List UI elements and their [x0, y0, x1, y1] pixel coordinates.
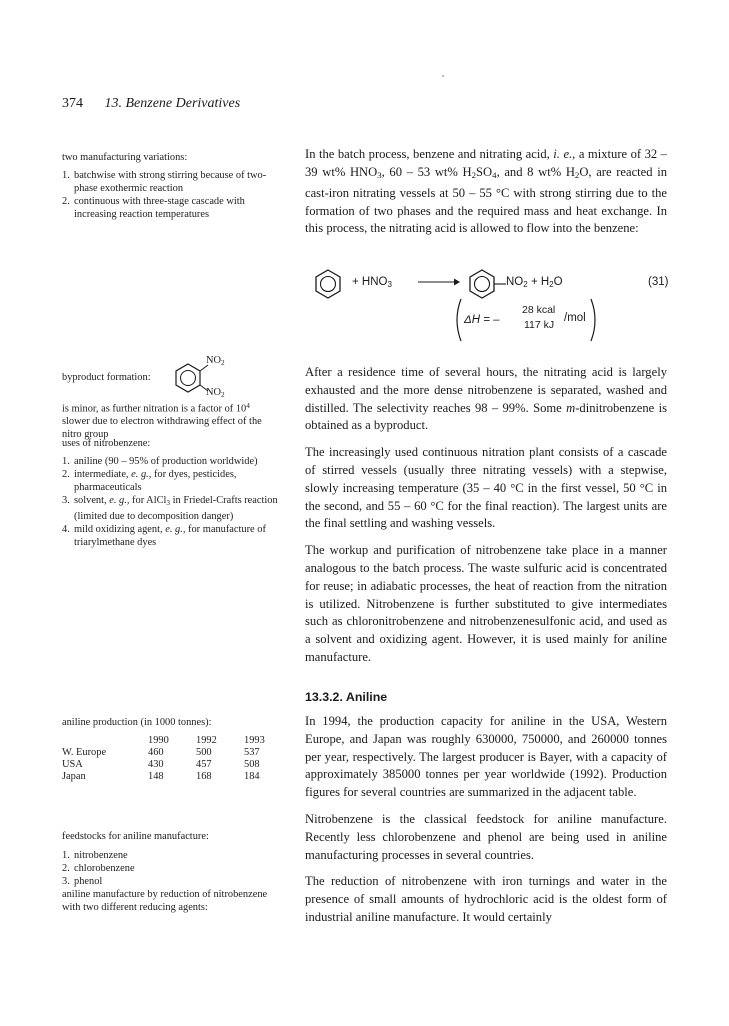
scan-speck [442, 75, 444, 77]
feedstocks-list [62, 849, 280, 888]
paragraph-workup: The workup and purification of nitrobenzene take place in a manner analogous to the batch process. The waste sulfuric acid is concentrated for reuse; in adiabatic processes, the heat of reaction from the nitration is utilized. Nitrobenzene is further substituted to give intermediates such as chloronitrobenzene and nitrobenzenesulfonic acid, and used as a solvent and oxidizing agent. However, it is used mainly for aniline manufacture. [305, 543, 667, 664]
running-header [62, 96, 240, 112]
paragraph-capacity: In 1994, the production capacity for aniline in the USA, Western Europe, and Japan was roughly 630000, 750000, and 260000 tonnes per year, respectively. The largest producer is Bayer, with a capacity of approximately 385000 tonnes per year worldwide (1992). Production figures for several countries are summarized in the adjacent table. [305, 714, 667, 800]
table-row: USA 430 457 508 [62, 759, 260, 770]
list-item: 4. mild oxidizing agent, e. g., for manufacture of triarylmethane dyes [62, 523, 266, 548]
paragraph-reduction: The reduction of nitrobenzene with iron turnings and water in the presence of small amounts of hydrochloric acid is the oldest form of industrial aniline manufacture. It would certainly [305, 874, 667, 924]
paragraph-continuous: The increasingly used continuous nitration plant consists of a cascade of stirred vessels (usually three nitrating vessels) with a stepwise, slowly increasing temperature (35 – 40 °C in the first vessel, 50 °C in the second, and 55 – 60 °C for the final reaction). The largest units are the final settling and washing vessels. [305, 445, 667, 531]
side-note-uses [62, 437, 280, 549]
enthalpy-kcal: 28 kcal [522, 304, 556, 316]
section-number: 13.3.2. [305, 690, 343, 704]
page-number: 374 [62, 96, 83, 111]
product-formula: $NO_2 + H_2O$ [506, 276, 563, 289]
list-item: 2. continuous with three-stage cascade with increasing reaction temperatures [62, 196, 245, 220]
table-header-row: 1990 1992 1993 [148, 735, 265, 746]
side-note-production [62, 716, 282, 783]
nitrobenzene-ring-icon [466, 268, 506, 300]
production-table [62, 735, 265, 783]
reagent-hno3: + $HNO_3$ [352, 276, 392, 289]
table-row: Japan 148 168 184 [62, 771, 260, 782]
enthalpy-unit: /mol [564, 312, 586, 324]
main-aniline-text [305, 713, 667, 927]
feedstocks-title: feedstocks for aniline manufacture: [62, 831, 209, 842]
variation-list [62, 169, 282, 221]
reaction-arrow-icon [418, 277, 460, 287]
benzene-ring-icon [312, 268, 344, 300]
byproduct-note: is minor, as further nitration is a factor of $10^4$ slower due to electron withdrawing effect of the nitro group [62, 402, 262, 441]
list-item: 3. phenol [62, 876, 103, 887]
list-item: 3. solvent, e. g., for AlCl$_3$ in Friedel-Crafts reaction (limited due to decomposition danger) [62, 495, 278, 522]
enthalpy-label: ΔH = – [464, 314, 500, 326]
uses-intro: uses of nitrobenzene: [62, 438, 151, 449]
dinitrobenzene-structure-icon [170, 356, 210, 400]
paragraph-residence: After a residence time of several hours, the nitrating acid is largely exhausted and the more dense nitrobenzene is separated, washed and distilled. The selectivity reaches 98 – 99%. Some m-dinitrobenzene is obtained as a byproduct. [305, 365, 667, 433]
list-item: 1. aniline (90 – 95% of production worldwide) [62, 456, 258, 467]
uses-list [62, 455, 280, 549]
paragraph-batch-process: In the batch process, benzene and nitrating acid, i. e., a mixture of 32 – 39 wt% $HNO_3$, 60 – 53 wt% $H_2SO_4$, and 8 wt% $H_2O$, are reacted in cast-iron nitrating vessels at 50 – 55 °C with strong stirring due to the formation of two phases and the required mass and heat exchange. In this process, the nitrating acid is allowed to flow into the benzene: [305, 147, 667, 236]
feedstocks-tail: aniline manufacture by reduction of nitrobenzene with two different reducing agents: [62, 889, 268, 913]
enthalpy-term [452, 298, 602, 342]
enthalpy-kj: 117 kJ [524, 319, 555, 331]
main-nitrobenzene-text [305, 364, 667, 667]
section-heading [305, 690, 387, 704]
side-note-intro: two manufacturing variations: [62, 152, 188, 163]
list-item: 1. nitrobenzene [62, 850, 128, 861]
right-paren-icon [590, 298, 600, 342]
equation-number: (31) [648, 276, 669, 288]
list-item: 2. chlorobenzene [62, 863, 135, 874]
side-note-feedstocks [62, 830, 280, 914]
paragraph-feedstock: Nitrobenzene is the classical feedstock for aniline manufacture. Recently less chlorobenzene and phenol are being used in aniline manufacturing processes in several countries. [305, 811, 667, 862]
table-row: W. Europe 460 500 537 [62, 747, 260, 758]
list-item: 1. batchwise with strong stirring because of two-phase exothermic reaction [62, 170, 267, 194]
production-table-title: aniline production (in 1000 tonnes): [62, 717, 212, 728]
list-item: 2. intermediate, e. g., for dyes, pesticides, pharmaceuticals [62, 469, 237, 493]
left-paren-icon [452, 298, 462, 342]
nitro-group-bottom: $NO_2$ [206, 387, 225, 399]
nitro-group-top: $NO_2$ [206, 355, 225, 367]
byproduct-label: byproduct formation: [62, 372, 151, 383]
chapter-title: 13. Benzene Derivatives [104, 96, 241, 111]
reaction-equation [300, 262, 680, 342]
side-note-manufacturing [62, 151, 282, 221]
section-title: Aniline [345, 690, 388, 704]
